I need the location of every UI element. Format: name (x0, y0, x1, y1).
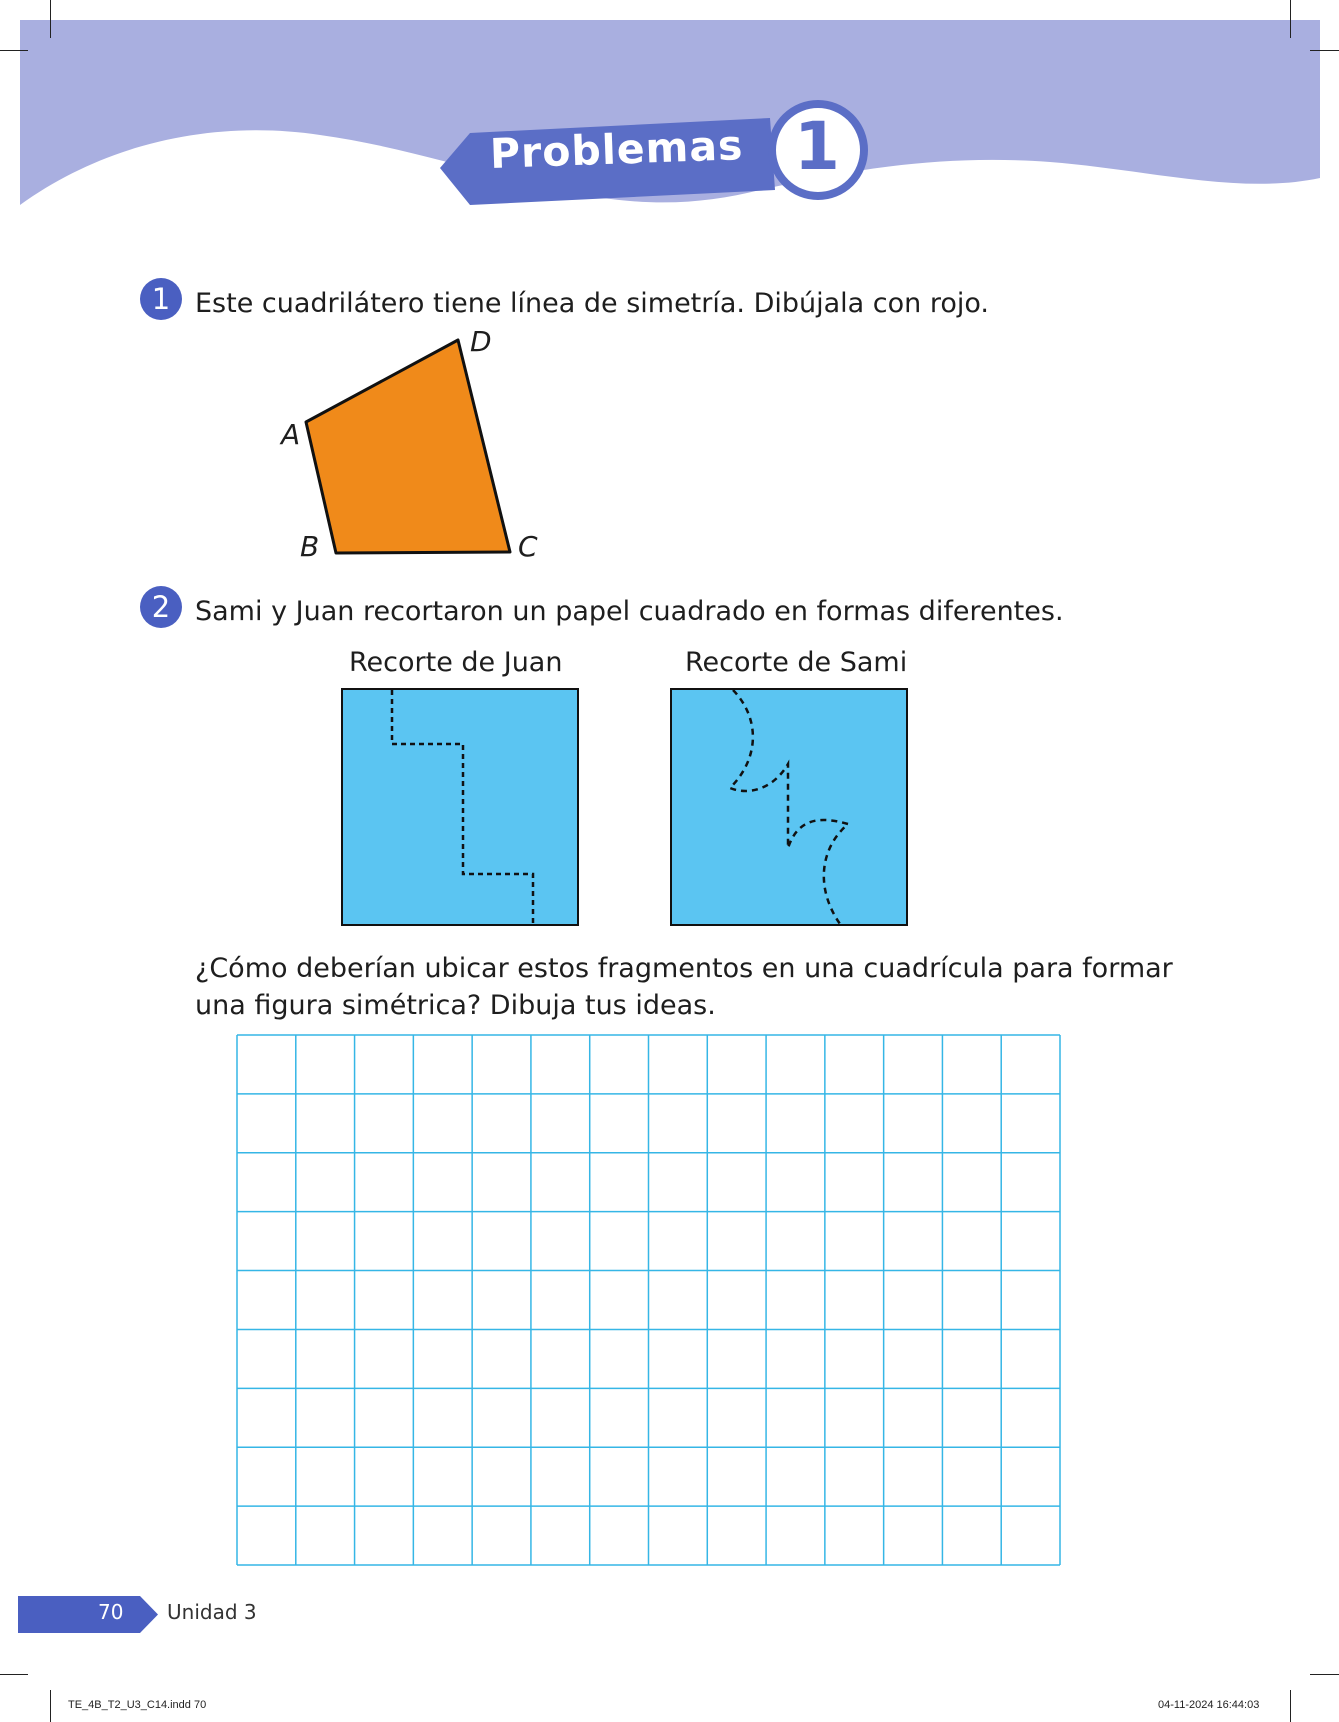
crop-mark (1310, 50, 1339, 51)
question-1-text: Este cuadrilátero tiene línea de simetría. Dibújala con rojo. (195, 288, 990, 319)
crop-mark (0, 50, 28, 51)
crop-mark (1290, 1690, 1291, 1722)
question-number-1: 1 (140, 278, 182, 320)
page-title-number: 1 (794, 108, 840, 185)
page-number-tab (18, 1596, 158, 1633)
sami-cut-line (670, 688, 908, 926)
vertex-label-a: A (281, 418, 301, 451)
sami-cut-paper (670, 688, 908, 926)
print-timestamp: 04-11-2024 16:44:03 (1158, 1699, 1260, 1711)
crop-mark (50, 1690, 51, 1722)
prompt-line-1: ¿Cómo deberían ubicar estos fragmentos en una cuadrícula para formar (195, 953, 1173, 984)
vertex-label-d: D (470, 325, 492, 358)
crop-mark (0, 1674, 28, 1675)
caption-juan: Recorte de Juan (349, 647, 563, 678)
page-number: 70 (98, 1600, 124, 1624)
crop-mark (1290, 0, 1291, 38)
unit-label: Unidad 3 (167, 1600, 257, 1624)
vertex-label-b: B (300, 530, 320, 563)
crop-mark (1310, 1674, 1339, 1675)
file-slug: TE_4B_T2_U3_C14.indd 70 (68, 1699, 207, 1711)
juan-cut-paper (341, 688, 579, 926)
page-title: Problemas (489, 121, 745, 178)
question-2-text: Sami y Juan recortaron un papel cuadrado en formas diferentes. (195, 596, 1064, 627)
question-number-2: 2 (140, 586, 182, 628)
caption-sami: Recorte de Sami (685, 647, 908, 678)
crop-mark (50, 0, 51, 38)
juan-cut-line (341, 688, 579, 926)
prompt-line-2: una figura simétrica? Dibuja tus ideas. (195, 990, 716, 1021)
vertex-label-c: C (518, 530, 538, 563)
drawing-grid[interactable] (236, 1034, 1061, 1566)
